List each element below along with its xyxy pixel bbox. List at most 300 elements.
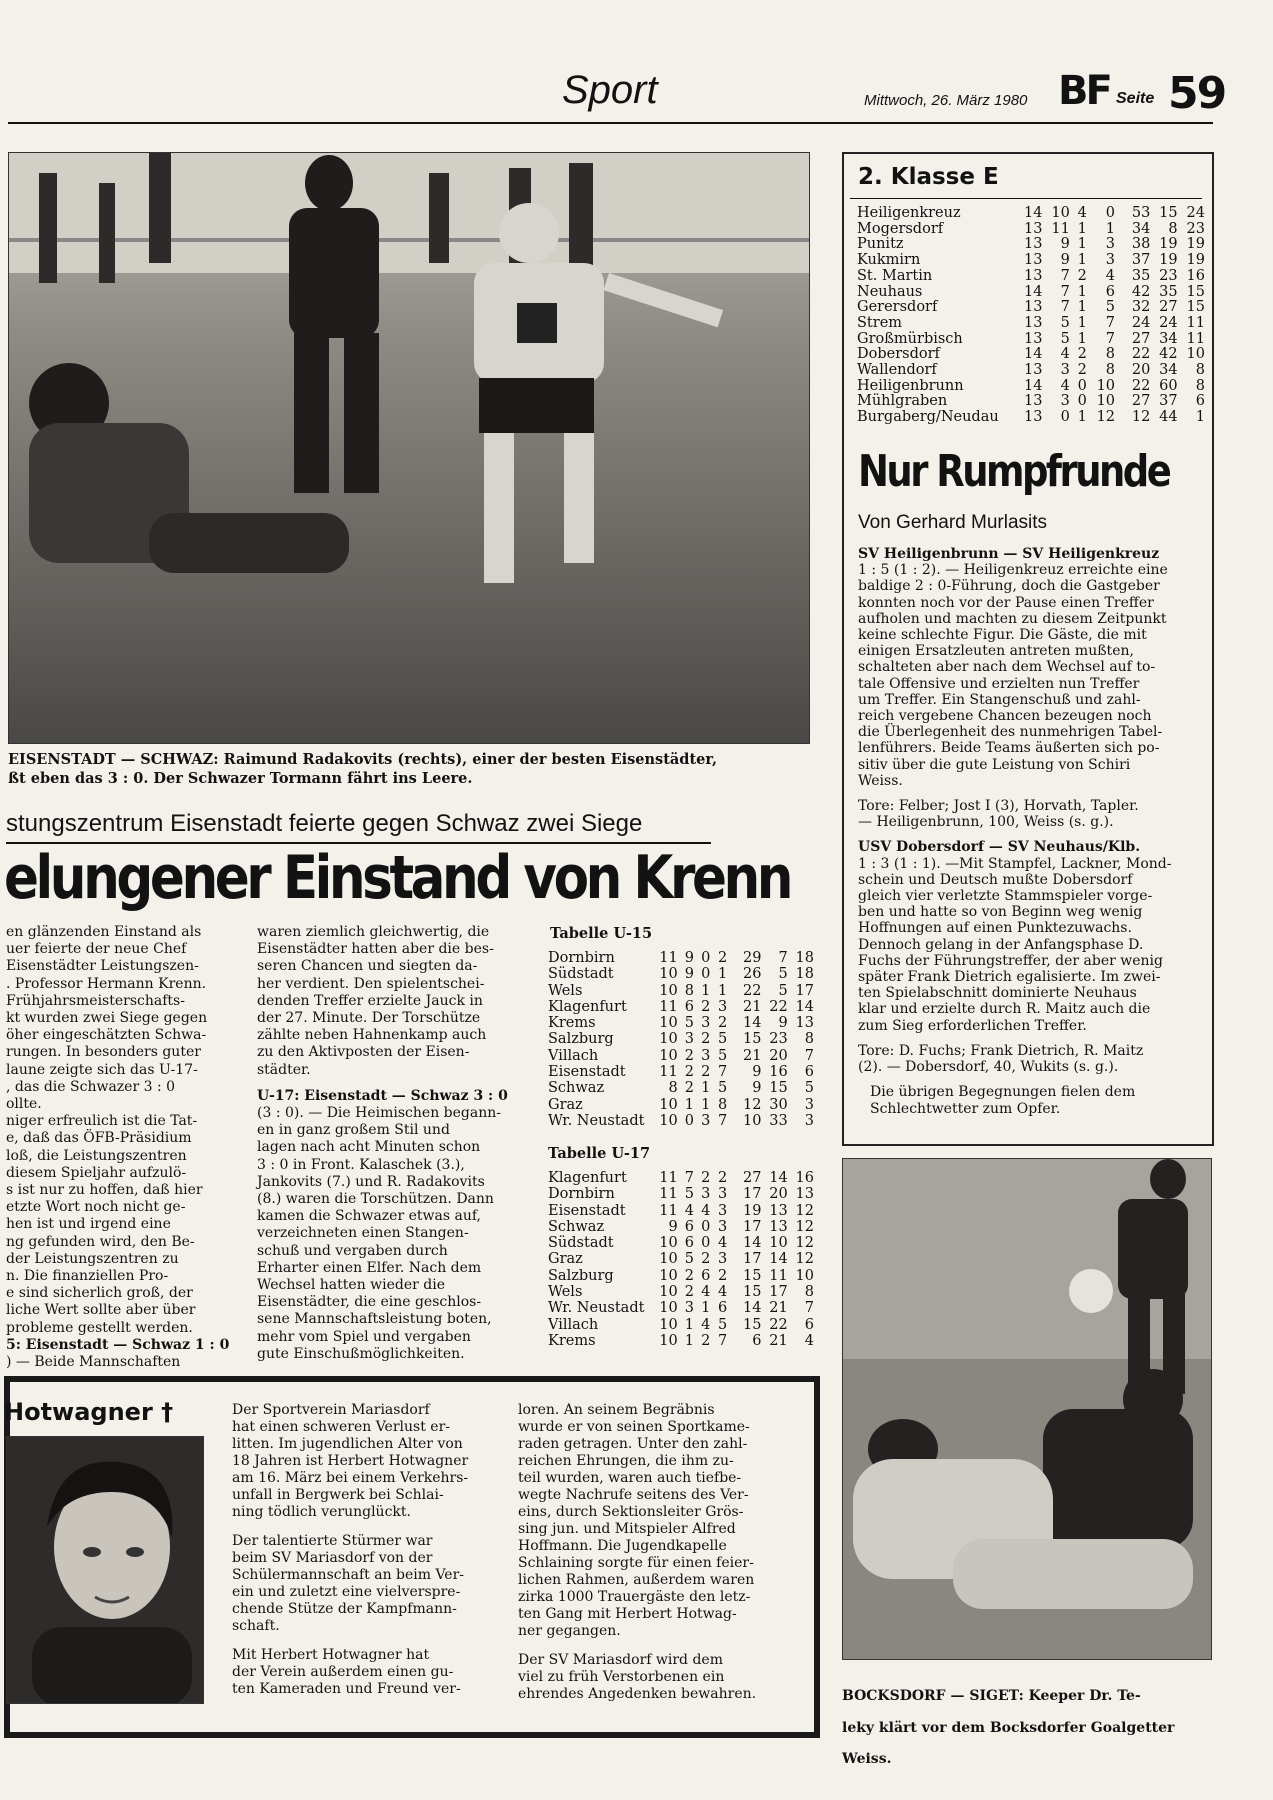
stat-cell: 21 (743, 998, 762, 1015)
stat-cell: 44 (1159, 409, 1178, 426)
stat-cell: 1 (1077, 252, 1087, 269)
stat-cell: 0 (701, 1218, 711, 1235)
stat-cell: 8 (668, 1080, 678, 1097)
stat-cell: 19 (1186, 252, 1205, 269)
stat-cell: 19 (1186, 236, 1205, 253)
stat-cell: 2 (1077, 346, 1087, 363)
stat-cell: 21 (769, 1332, 788, 1349)
main-photo-caption-1: EISENSTADT — SCHWAZ: Raimund Radakovits (rechts), einer der besten Eisenstädter, (8, 751, 718, 768)
article-line: rungen. In besonders guter (6, 1044, 201, 1061)
team-name: Kukmirn (857, 252, 921, 269)
team-name: Punitz (857, 236, 904, 253)
stat-cell: 4 (1060, 377, 1070, 394)
stat-cell: 27 (1131, 393, 1151, 410)
rumpf-line: die Überlegenheit des nunmehrigen Tabel- (858, 724, 1163, 741)
obituary-line: am 16. März bei einem Verkehrs- (232, 1470, 469, 1486)
stat-cell: 4 (804, 1332, 814, 1349)
stat-cell: 9 (1060, 252, 1070, 269)
klasse-e-row (857, 410, 1205, 426)
team-name: Neuhaus (857, 283, 923, 300)
stat-cell: 23 (1159, 267, 1178, 284)
stat-cell: 17 (743, 1251, 762, 1268)
rumpf-line: ben und hatte so von Beginn weg wenig (858, 904, 1143, 921)
stat-cell: 34 (1159, 330, 1178, 347)
stat-cell: 3 (701, 1112, 711, 1129)
stat-cell: 2 (718, 1170, 728, 1186)
klasse-e-title-rule (850, 198, 1202, 199)
stat-cell: 11 (659, 1186, 678, 1203)
u15-row (548, 983, 814, 999)
stat-cell: 10 (659, 1251, 678, 1268)
stat-cell: 6 (804, 1064, 814, 1081)
obituary-line: ten Gang mit Herbert Hotwag- (518, 1606, 737, 1622)
stat-cell: 0 (1077, 377, 1087, 394)
stat-cell: 0 (701, 1235, 711, 1252)
stat-cell: 19 (1159, 236, 1178, 253)
stat-cell: 13 (1024, 362, 1043, 379)
stat-cell: 2 (701, 1064, 711, 1081)
article-line: . Professor Hermann Krenn. (6, 975, 207, 992)
stat-cell: 2 (701, 1332, 711, 1349)
stat-cell: 10 (795, 1267, 814, 1284)
rumpf-line: Die übrigen Begegnungen fielen dem (870, 1084, 1136, 1101)
stat-cell: 13 (1024, 299, 1043, 316)
stat-cell: 13 (1024, 220, 1043, 237)
stat-cell: 14 (743, 1235, 762, 1252)
page-number: 59 (1168, 68, 1226, 119)
article-line: s ist nur zu hoffen, daß hier (6, 1182, 203, 1199)
stat-cell: 22 (1131, 346, 1151, 363)
stat-cell: 3 (684, 1300, 694, 1317)
stat-cell: 7 (1060, 267, 1070, 284)
stat-cell: 1 (718, 982, 728, 999)
stat-cell: 1 (684, 1096, 694, 1113)
stat-cell: 2 (1077, 362, 1087, 379)
article-col2 (257, 924, 523, 1363)
stat-cell: 10 (659, 1284, 678, 1301)
right-caption-line: BOCKSDORF — SIGET: Keeper Dr. Te- (842, 1688, 1141, 1704)
stat-cell: 2 (718, 1015, 728, 1032)
u15-table-title: Tabelle U-15 (550, 925, 653, 942)
u17-row (548, 1300, 814, 1316)
stat-cell: 5 (778, 982, 788, 999)
stat-cell: 5 (684, 1186, 694, 1203)
stat-cell: 1 (718, 966, 728, 983)
stat-cell: 1 (1105, 220, 1116, 237)
rumpf-line: einigen Ersatzleuten antreten mußten, (858, 643, 1134, 660)
stat-cell: 2 (684, 1064, 694, 1081)
stat-cell: 13 (1024, 267, 1043, 284)
stat-cell: 19 (1159, 252, 1178, 269)
stat-cell: 18 (795, 950, 814, 966)
obituary-line: Mit Herbert Hotwagner hat (232, 1647, 430, 1663)
right-photo (842, 1158, 1212, 1660)
rumpf-line: SV Heiligenbrunn — SV Heiligenkreuz (858, 546, 1160, 562)
rumpf-line: aufholen und machten zu diesem Zeitpunkt (858, 610, 1167, 627)
obituary-portrait (6, 1436, 204, 1704)
obituary-line: unfall in Bergwerk bei Schlai- (232, 1487, 444, 1503)
article-line: laune zeigte sich das U-17- (6, 1061, 198, 1078)
right-caption-line: leky klärt vor dem Bocksdorfer Goalgetter (842, 1719, 1175, 1736)
stat-cell: 32 (1131, 299, 1151, 316)
stat-cell: 24 (1186, 205, 1205, 221)
stat-cell: 2 (684, 1284, 694, 1301)
rumpf-line: klar und erzielte durch R. Maitz auch die (858, 1001, 1151, 1018)
stat-cell: 13 (1024, 252, 1043, 269)
stat-cell: 3 (718, 1251, 728, 1268)
stat-cell: 0 (701, 950, 711, 966)
obituary-line: Der SV Mariasdorf wird dem (518, 1652, 723, 1668)
article-line: ollte. (6, 1096, 42, 1113)
article-line: liche Wert sollte aber über (6, 1302, 196, 1319)
rumpf-line: Weiss. (858, 772, 903, 789)
rumpf-line: später Frank Dietrich egalisierte. Im zwei- (858, 969, 1161, 986)
stat-cell: 21 (743, 1047, 762, 1064)
u17-row (548, 1284, 814, 1300)
u17-row (548, 1186, 814, 1202)
stat-cell: 3 (1060, 362, 1070, 379)
stat-cell: 5 (718, 1031, 728, 1048)
u17-row (548, 1317, 814, 1333)
team-name: Wallendorf (857, 362, 937, 379)
stat-cell: 53 (1131, 205, 1151, 221)
team-name: Schwaz (548, 1080, 605, 1097)
stat-cell: 1 (1077, 409, 1087, 426)
rumpf-line: keine schlechte Figur. Die Gäste, die mit (858, 627, 1147, 644)
team-name: Gerersdorf (857, 299, 938, 316)
article-line: e, daß das ÖFB-Präsidium (6, 1130, 192, 1147)
team-name: Großmürbisch (857, 330, 963, 347)
rumpf-line: Fuchs der Führungstreffer, der aber wenig (858, 952, 1163, 969)
stat-cell: 11 (1051, 220, 1070, 237)
obituary-line: ten Kameraden und Freund ver- (232, 1681, 461, 1697)
klasse-e-row (857, 316, 1205, 332)
article-line: Wechsel hatten wieder die (257, 1277, 446, 1294)
stat-cell: 15 (743, 1031, 762, 1048)
stat-cell: 2 (701, 1031, 711, 1048)
article-line: sene Mannschaftsleistung boten, (257, 1311, 492, 1328)
article-line: hen ist und irgend eine (6, 1216, 171, 1233)
stat-cell: 20 (769, 1186, 788, 1203)
stat-cell: 1 (1077, 299, 1087, 316)
article-line: gute Einschußmöglichkeiten. (257, 1345, 465, 1362)
stat-cell: 10 (769, 1235, 788, 1252)
article-line: kt wurden zwei Siege gegen (6, 1010, 208, 1027)
u15-row (548, 1031, 814, 1047)
u15-row (548, 1097, 814, 1113)
team-name: Eisenstadt (548, 1064, 626, 1081)
stat-cell: 19 (743, 1202, 762, 1219)
klasse-e-row (857, 206, 1205, 222)
klasse-e-row (857, 253, 1205, 269)
u17-row (548, 1268, 814, 1284)
article-line: verzeichneten einen Stangen- (257, 1225, 469, 1242)
stat-cell: 16 (1186, 267, 1205, 284)
obituary-line: Der Sportverein Mariasdorf (232, 1402, 430, 1418)
u15-row (548, 966, 814, 982)
stat-cell: 5 (718, 1047, 728, 1064)
klasse-e-row (857, 347, 1205, 363)
article-line: mehr vom Spiel und vergaben (257, 1328, 471, 1345)
stat-cell: 0 (1105, 205, 1116, 221)
stat-cell: 24 (1159, 314, 1178, 331)
stat-cell: 7 (684, 1170, 694, 1186)
right-photo-image (843, 1159, 1211, 1659)
obituary-line: der Verein außerdem einen gu- (232, 1664, 454, 1680)
stat-cell: 3 (1060, 393, 1070, 410)
main-photo (8, 152, 810, 744)
rumpf-line: Tore: Felber; Jost I (3), Horvath, Tapler. (858, 798, 1139, 815)
klasse-e-row (857, 269, 1205, 285)
stat-cell: 1 (701, 1080, 711, 1097)
stat-cell: 17 (795, 982, 814, 999)
stat-cell: 17 (743, 1186, 762, 1203)
stat-cell: 9 (668, 1218, 678, 1235)
stat-cell: 6 (1195, 393, 1205, 410)
article-col1 (6, 924, 232, 1371)
team-name: Salzburg (548, 1031, 614, 1048)
stat-cell: 9 (1060, 236, 1070, 253)
u15-row (548, 1048, 814, 1064)
team-name: Villach (548, 1047, 599, 1064)
header-rule (8, 122, 1213, 124)
newspaper-logo: BF (1058, 68, 1110, 114)
stat-cell: 5 (684, 1015, 694, 1032)
rumpf-line: USV Dobersdorf — SV Neuhaus/Klb. (858, 839, 1141, 856)
issue-date: Mittwoch, 26. März 1980 (864, 92, 1028, 109)
stat-cell: 11 (659, 1202, 678, 1219)
stat-cell: 2 (684, 1267, 694, 1284)
stat-cell: 22 (769, 998, 788, 1015)
stat-cell: 9 (752, 1080, 762, 1097)
stat-cell: 11 (659, 998, 678, 1015)
rumpf-byline: Von Gerhard Murlasits (858, 512, 1048, 533)
team-name: Villach (548, 1316, 599, 1333)
stat-cell: 3 (684, 1031, 694, 1048)
stat-cell: 2 (718, 1267, 728, 1284)
stat-cell: 20 (1131, 362, 1151, 379)
stat-cell: 15 (743, 1267, 762, 1284)
article-line: der 27. Minute. Der Torschütze (257, 1010, 481, 1027)
article-line: Eisenstädter hatten aber die bes- (257, 941, 494, 958)
stat-cell: 10 (1096, 393, 1116, 410)
team-name: Dornbirn (548, 1186, 615, 1203)
team-name: St. Martin (857, 267, 933, 284)
stat-cell: 15 (1159, 205, 1178, 221)
u15-row (548, 1064, 814, 1080)
stat-cell: 5 (684, 1251, 694, 1268)
stat-cell: 11 (659, 1064, 678, 1081)
main-photo-caption-2: ßt eben das 3 : 0. Der Schwazer Tormann fährt ins Leere. (8, 770, 473, 787)
klasse-e-row (857, 285, 1205, 301)
article-line: Eisenstädter, die eine geschlos- (257, 1294, 482, 1311)
stat-cell: 7 (804, 1047, 814, 1064)
obituary-line: teil wurden, waren auch tiefbe- (518, 1470, 742, 1486)
stat-cell: 42 (1159, 346, 1178, 363)
portrait-image (7, 1437, 203, 1703)
stat-cell: 10 (743, 1112, 762, 1129)
rumpf-line: — Heiligenbrunn, 100, Weiss (s. g.). (858, 814, 1114, 831)
stat-cell: 12 (795, 1202, 814, 1219)
stat-cell: 3 (804, 1112, 814, 1129)
team-name: Strem (857, 314, 903, 331)
rumpf-line: gleich vier verletzte Stammspieler vorge- (858, 888, 1153, 905)
article-line: etzte Wort noch nicht ge- (6, 1199, 186, 1216)
stat-cell: 10 (659, 1235, 678, 1252)
obituary-line: ehrendes Angedenken bewahren. (518, 1686, 757, 1702)
stat-cell: 10 (1096, 377, 1116, 394)
article-line: 5: Eisenstadt — Schwaz 1 : 0 (6, 1336, 230, 1353)
stat-cell: 5 (1060, 330, 1070, 347)
obituary-line: ein und zuletzt eine vielverspre- (232, 1584, 461, 1600)
article-line: ng gefunden wird, den Be- (6, 1233, 195, 1250)
obituary-line: litten. Im jugendlichen Alter von (232, 1436, 463, 1452)
team-name: Mogersdorf (857, 220, 944, 237)
u17-row (548, 1170, 814, 1186)
u17-table (548, 1170, 814, 1349)
obituary-line: Der talentierte Stürmer war (232, 1533, 433, 1549)
u17-row (548, 1251, 814, 1267)
obituary-line: Hoffmann. Die Jugendkapelle (518, 1538, 727, 1554)
article-line: Erharter einen Elfer. Nach dem (257, 1259, 482, 1276)
stat-cell: 7 (718, 1332, 728, 1349)
rumpf-line: tale Offensive und erzielten nun Treffer (858, 675, 1140, 692)
stat-cell: 12 (795, 1218, 814, 1235)
stat-cell: 10 (659, 1267, 678, 1284)
stat-cell: 13 (1024, 393, 1043, 410)
stat-cell: 5 (1105, 299, 1116, 316)
stat-cell: 8 (804, 1284, 814, 1301)
stat-cell: 10 (659, 1031, 678, 1048)
rumpf-line: Schlechtwetter zum Opfer. (870, 1100, 1061, 1117)
stat-cell: 7 (718, 1112, 728, 1129)
stat-cell: 27 (743, 1170, 762, 1186)
rumpf-line: schein und Deutsch mußte Dobersdorf (858, 871, 1133, 888)
stat-cell: 18 (795, 966, 814, 983)
stat-cell: 9 (752, 1064, 762, 1081)
article-line: e sind sicherlich groß, der (6, 1285, 193, 1302)
stat-cell: 5 (778, 966, 788, 983)
stat-cell: 15 (1186, 283, 1205, 300)
stat-cell: 15 (769, 1080, 788, 1097)
team-name: Wels (548, 982, 583, 999)
rumpf-line: ten Spielabschnitt dominierte Neuhaus (858, 985, 1137, 1002)
article-line: en glänzenden Einstand als (6, 924, 202, 940)
stat-cell: 3 (718, 1202, 728, 1219)
stat-cell: 2 (718, 950, 728, 966)
stat-cell: 2 (701, 1251, 711, 1268)
article-line: loß, die Leistungszentren (6, 1147, 187, 1164)
obituary-title: Hotwagner † (4, 1398, 174, 1426)
team-name: Wr. Neustadt (548, 1112, 645, 1129)
team-name: Wels (548, 1284, 583, 1301)
stat-cell: 34 (1159, 362, 1178, 379)
stat-cell: 9 (684, 966, 694, 983)
obituary-line: ning tödlich verunglückt. (232, 1504, 411, 1520)
article-line: ) — Beide Mannschaften (6, 1354, 181, 1371)
article-line: (3 : 0). — Die Heimischen begann- (257, 1105, 501, 1122)
obituary-line: chende Stütze der Kampfmann- (232, 1601, 457, 1617)
obituary-line: wegte Nachrufe seitens des Ver- (518, 1487, 749, 1503)
stat-cell: 5 (1060, 314, 1070, 331)
article-line: öher eingeschätzten Schwa- (6, 1027, 207, 1044)
stat-cell: 10 (659, 1096, 678, 1113)
stat-cell: 1 (1077, 314, 1087, 331)
stat-cell: 2 (684, 1080, 694, 1097)
team-name: Krems (548, 1015, 596, 1032)
stat-cell: 4 (701, 1284, 711, 1301)
stat-cell: 15 (743, 1284, 762, 1301)
stat-cell: 13 (795, 1015, 814, 1032)
article-line: uer feierte der neue Chef (6, 941, 187, 958)
article-line: lagen nach acht Minuten schon (257, 1139, 481, 1156)
stat-cell: 24 (1131, 314, 1151, 331)
stat-cell: 12 (795, 1251, 814, 1268)
stat-cell: 6 (684, 1235, 694, 1252)
stat-cell: 7 (1060, 283, 1070, 300)
article-line: , das die Schwazer 3 : 0 (6, 1078, 176, 1095)
team-name: Burgaberg/Neudau (857, 409, 999, 426)
article-line: kamen die Schwazer etwas auf, (257, 1208, 481, 1225)
team-name: Wr. Neustadt (548, 1300, 645, 1317)
stat-cell: 8 (1195, 377, 1205, 394)
stat-cell: 27 (1131, 330, 1151, 347)
stat-cell: 8 (1105, 362, 1116, 379)
stat-cell: 5 (718, 1080, 728, 1097)
stat-cell: 6 (684, 998, 694, 1015)
stat-cell: 10 (659, 982, 678, 999)
stat-cell: 6 (752, 1332, 762, 1349)
klasse-e-row (857, 300, 1205, 316)
rumpf-line: 1 : 3 (1 : 1). —Mit Stampfel, Lackner, Mond- (858, 855, 1172, 872)
article-line: Frühjahrsmeisterschafts- (6, 992, 185, 1009)
stat-cell: 1 (701, 1300, 711, 1317)
u15-row (548, 1080, 814, 1096)
stat-cell: 2 (701, 998, 711, 1015)
team-name: Heiligenbrunn (857, 377, 964, 394)
u17-table-title: Tabelle U-17 (548, 1145, 651, 1162)
stat-cell: 14 (1024, 283, 1043, 300)
stat-cell: 1 (1077, 330, 1087, 347)
stat-cell: 26 (743, 966, 762, 983)
stat-cell: 35 (1159, 283, 1178, 300)
stat-cell: 10 (659, 1300, 678, 1317)
article-line: diesem Spieljahr aufzulö- (6, 1164, 187, 1181)
stat-cell: 14 (769, 1170, 788, 1186)
stat-cell: 10 (659, 966, 678, 983)
obituary-line: Schülermannschaft an beim Ver- (232, 1567, 465, 1583)
stat-cell: 14 (1024, 377, 1043, 394)
stat-cell: 8 (1168, 220, 1178, 237)
stat-cell: 7 (1060, 299, 1070, 316)
stat-cell: 42 (1131, 283, 1151, 300)
stat-cell: 10 (659, 1047, 678, 1064)
team-name: Dobersdorf (857, 346, 940, 363)
stat-cell: 1 (1077, 236, 1087, 253)
team-name: Südstadt (548, 1235, 614, 1252)
stat-cell: 4 (701, 1202, 711, 1219)
obituary-line: loren. An seinem Begräbnis (518, 1402, 715, 1418)
stat-cell: 3 (701, 1015, 711, 1032)
u15-row (548, 1113, 814, 1129)
stat-cell: 13 (795, 1186, 814, 1203)
stat-cell: 17 (769, 1284, 788, 1301)
stat-cell: 1 (1195, 409, 1205, 426)
stat-cell: 6 (804, 1316, 814, 1333)
stat-cell: 5 (718, 1316, 728, 1333)
stat-cell: 13 (1024, 330, 1043, 347)
rumpf-line: Tore: D. Fuchs; Frank Dietrich, R. Maitz (858, 1042, 1144, 1059)
